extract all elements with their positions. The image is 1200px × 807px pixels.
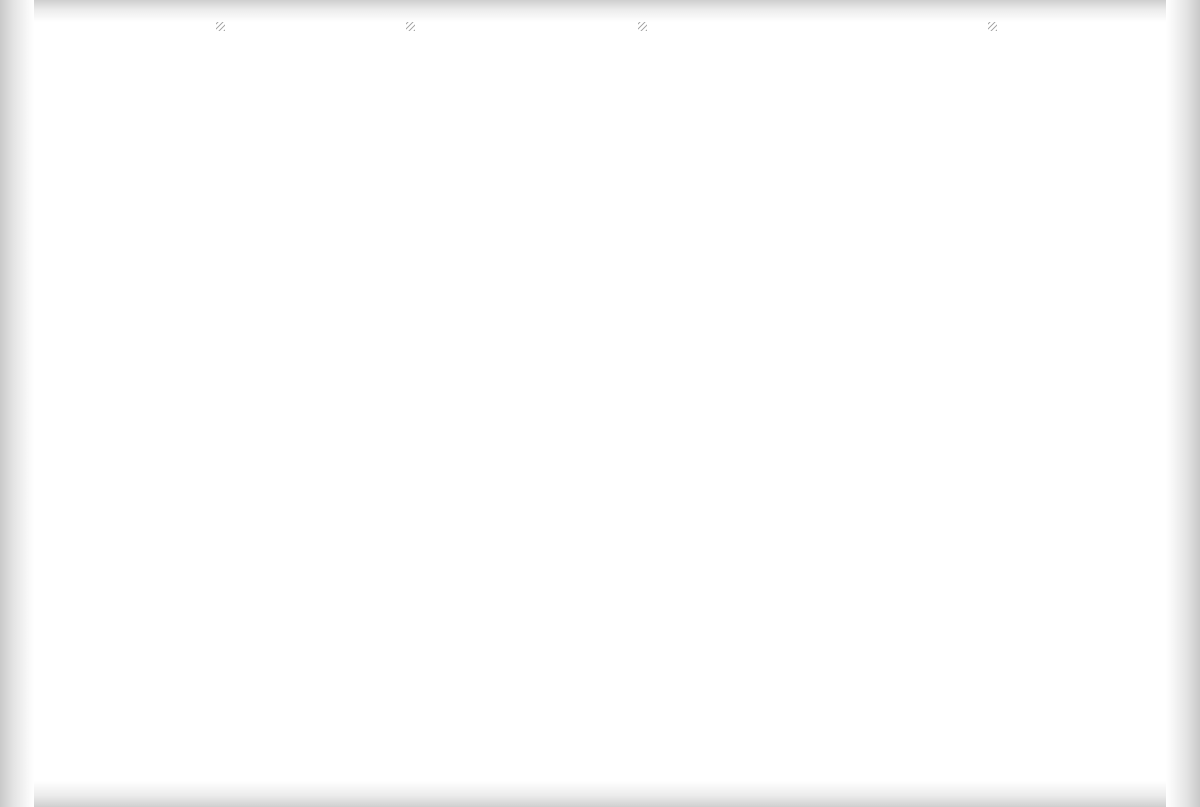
column-header-russia [402,22,634,31]
column-header-talks-label [212,22,402,31]
contents-title-cell [34,22,212,29]
hatched-divider-icon [638,22,647,31]
page-edge-top [0,0,1200,22]
column-header-talks [212,22,402,31]
page-edge-left [0,0,34,807]
table-header [34,22,1166,58]
hatched-divider-icon [988,22,997,31]
page-edge-right [1166,0,1200,807]
column-header-russia-label [402,22,634,31]
contents-table [34,22,1166,781]
column-header-grammar [634,22,984,31]
column-header-grammar-label [634,22,984,31]
hatched-divider-icon [216,22,225,31]
page-edge-bottom [0,781,1200,807]
page-title [34,22,212,29]
hatched-divider-icon [406,22,415,31]
column-header-letter [984,22,1134,31]
column-header-letter-label [984,22,1134,31]
